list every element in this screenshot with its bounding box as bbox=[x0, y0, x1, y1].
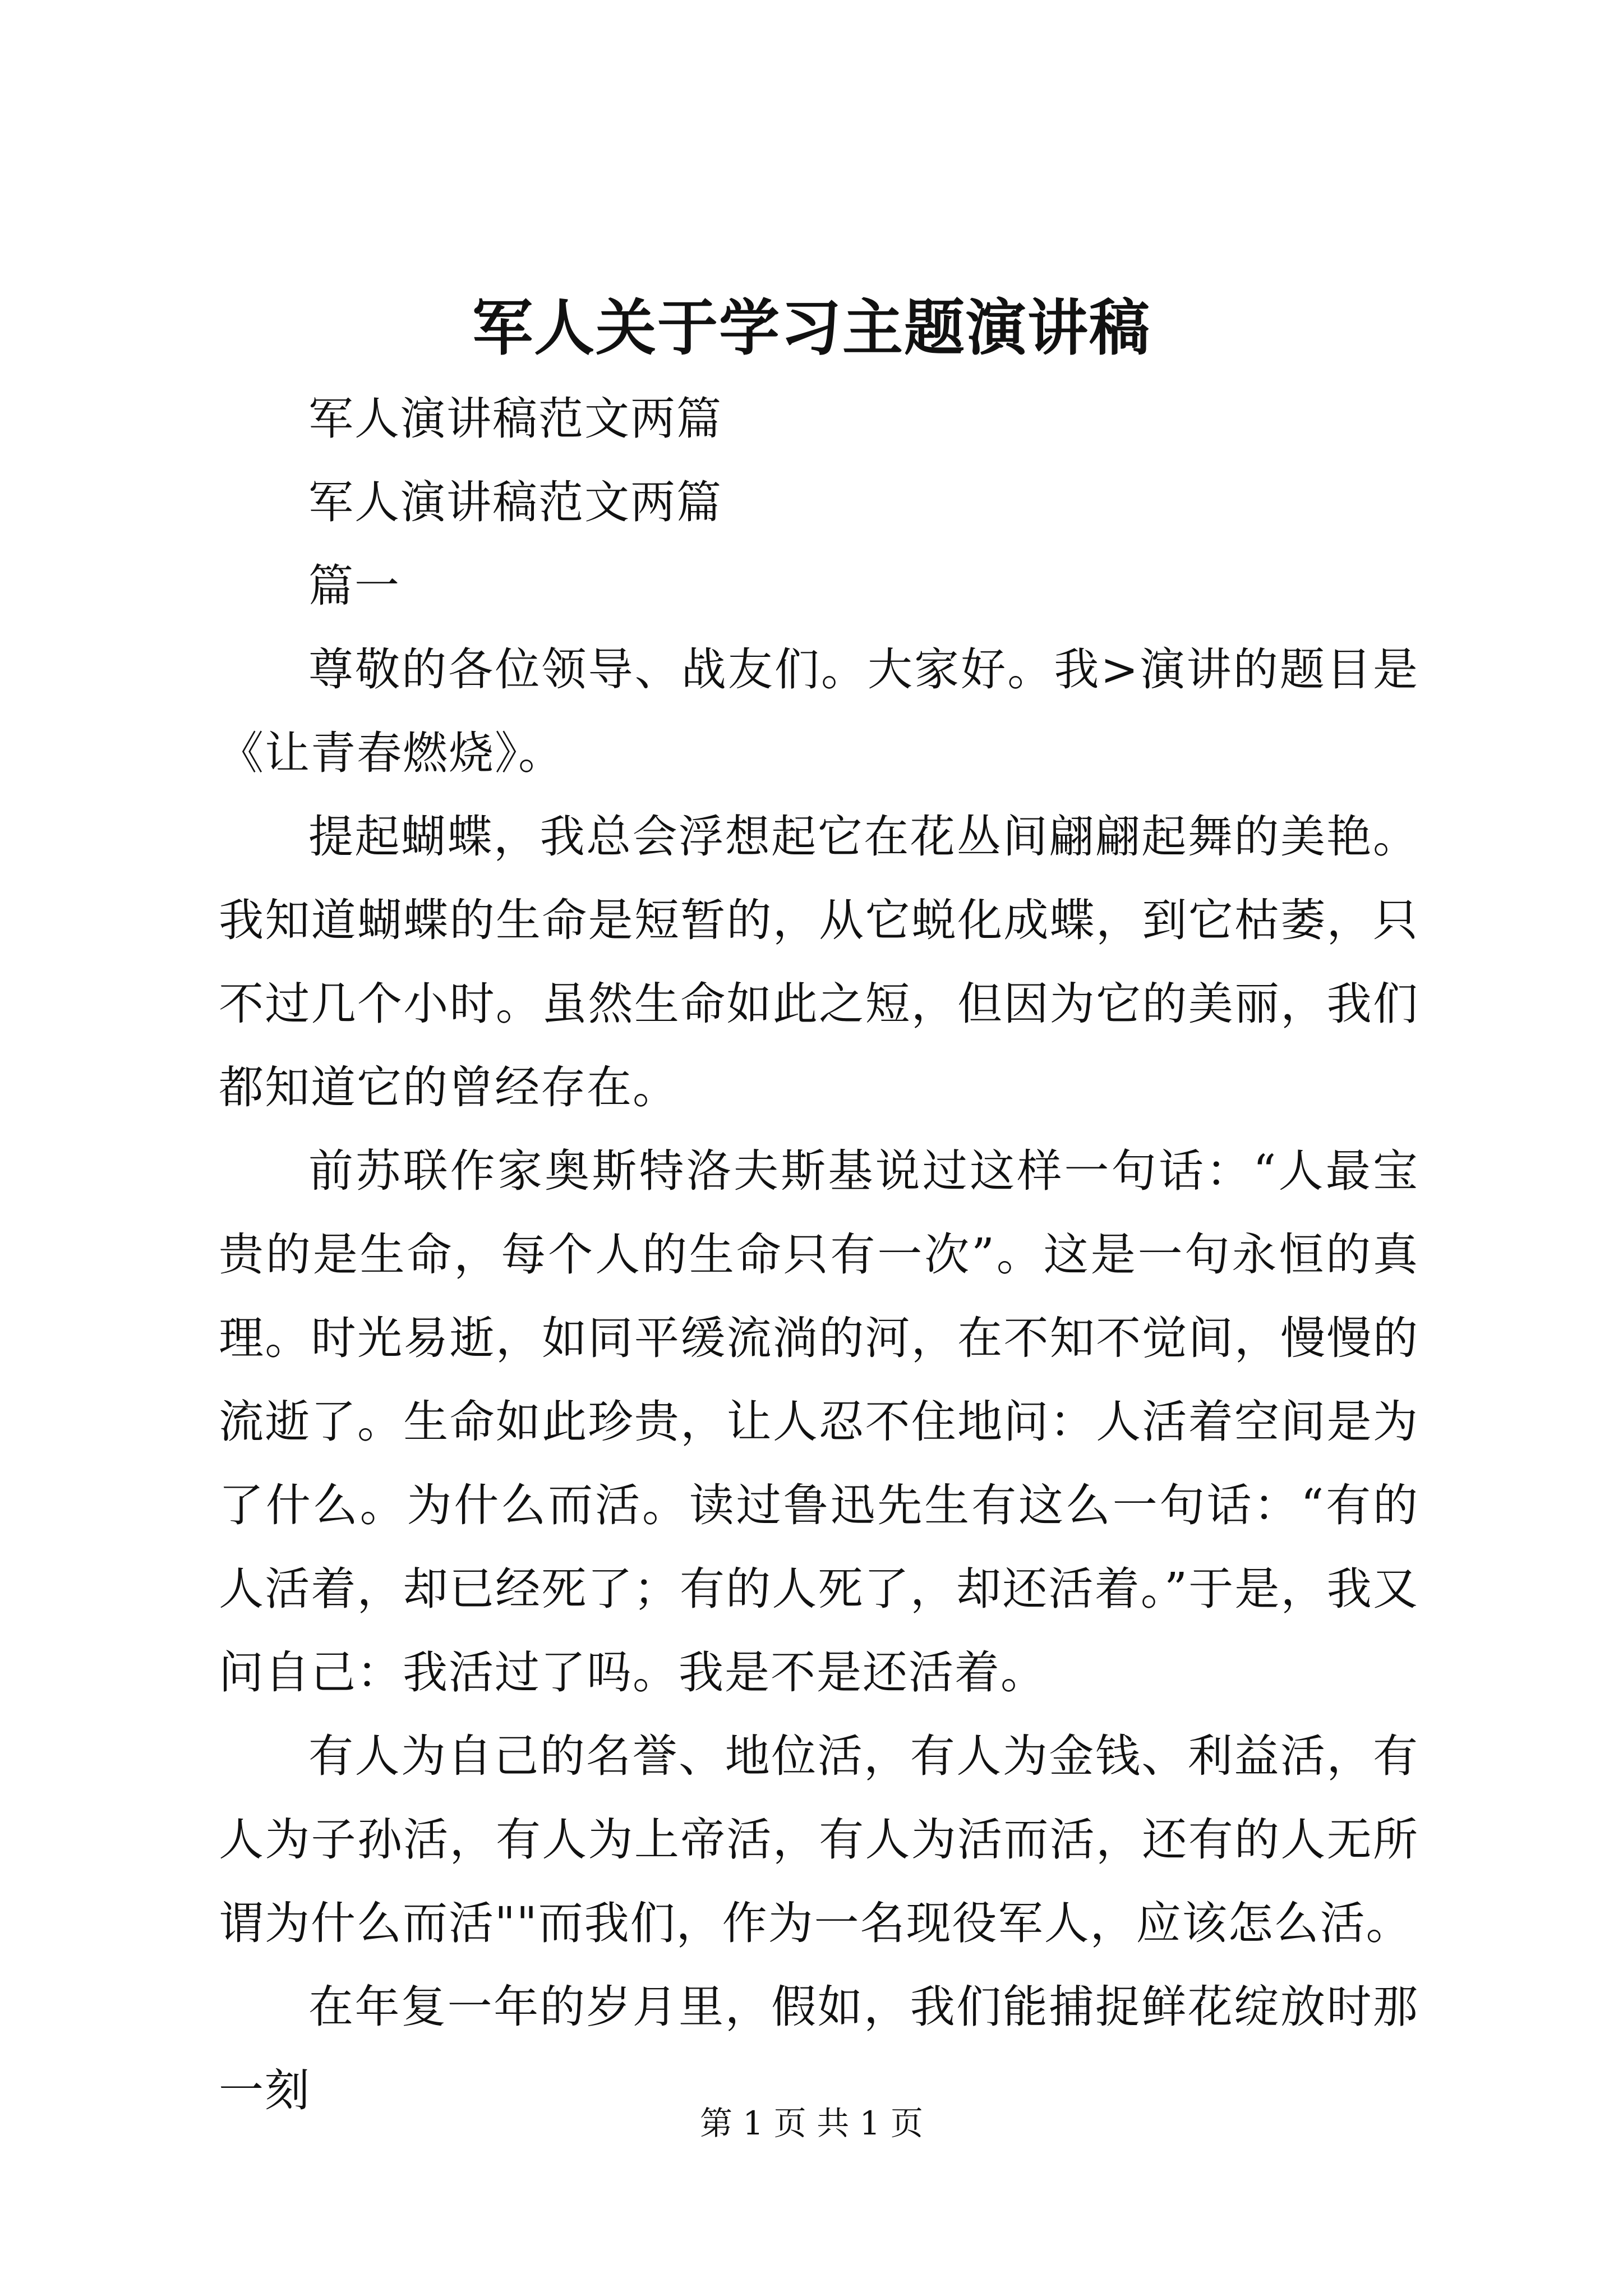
document-body bbox=[219, 377, 1419, 2132]
paragraph: 军人演讲稿范文两篇 bbox=[308, 476, 722, 528]
page-footer: 第 1 页 共 1 页 bbox=[700, 2104, 923, 2142]
paragraph: 前苏联作家奥斯特洛夫斯基说过这样一句话：“人最宝贵的是生命，每个人的生命只有一次”。这是一句永恒的真理。时光易逝，如同平缓流淌的河，在不知不觉间，慢慢的流逝了。生命如此珍贵，让人忍不住地问：人活着空间是为了什么。为什么而活。读过鲁迅先生有这么一句话：“有的人活着，却已经死了；有的人死了，却还活着。”于是，我又问自己：我活过了吗。我是不是还活着。 bbox=[219, 1145, 1419, 1699]
paragraph: 在年复一年的岁月里，假如，我们能捕捉鲜花绽放时那一刻 bbox=[219, 1981, 1419, 2116]
document-title: 军人关于学习主题演讲稿 bbox=[472, 293, 1151, 364]
paragraph: 尊敬的各位领导、战友们。大家好。我>演讲的题目是《让青春燃烧》。 bbox=[219, 643, 1419, 779]
paragraph: 提起蝴蝶，我总会浮想起它在花丛间翩翩起舞的美艳。我知道蝴蝶的生命是短暂的，从它蜕化成蝶，到它枯萎，只不过几个小时。虽然生命如此之短，但因为它的美丽，我们都知道它的曾经存在。 bbox=[219, 811, 1419, 1114]
paragraph: 军人演讲稿范文两篇 bbox=[308, 393, 722, 445]
paragraph: 有人为自己的名誉、地位活，有人为金钱、利益活，有人为子孙活，有人为上帝活，有人为活而活，还有的人无所谓为什么而活""而我们，作为一名现役军人，应该怎么活。 bbox=[219, 1730, 1419, 1949]
paragraph: 篇一 bbox=[308, 560, 400, 612]
